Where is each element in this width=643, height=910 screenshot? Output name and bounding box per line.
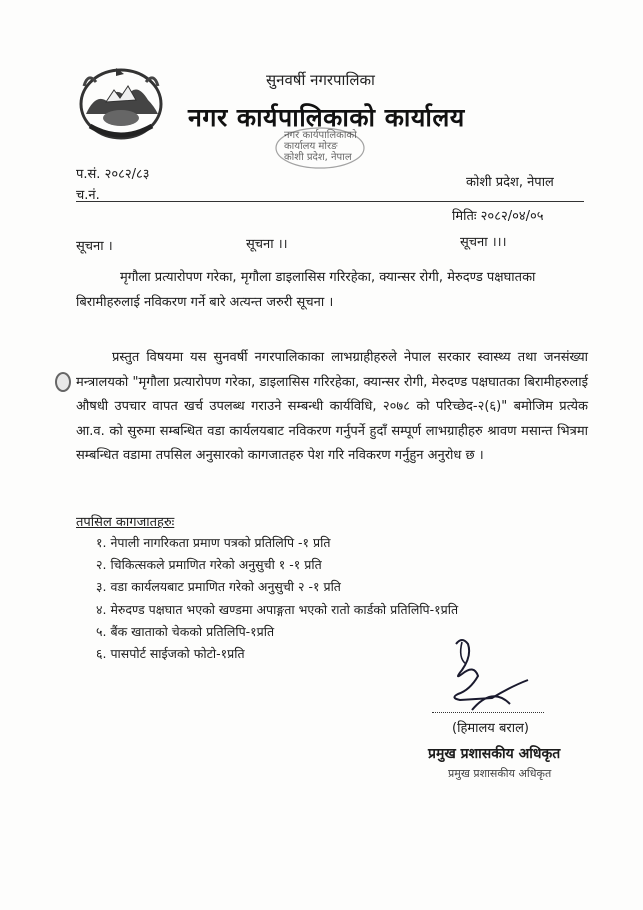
signatory-stamp: प्रमुख प्रशासकीय अधिकृत <box>448 767 552 780</box>
stamp-line: कोशी प्रदेश, नेपाल <box>284 152 352 163</box>
notice-label: सूचना । <box>76 239 113 254</box>
documents-list <box>96 532 458 665</box>
signatory-name: (हिमालय बराल) <box>452 721 529 736</box>
documents-heading: तपसिल कागजातहरुः <box>76 515 175 530</box>
signature-icon <box>432 634 542 716</box>
notice-label: सूचना ।।। <box>460 235 507 250</box>
document-item: ५. बैंक खाताको चेकको प्रतिलिपि-१प्रति <box>96 623 275 639</box>
stamp-line: नगर कार्यपालिकाको <box>284 130 357 141</box>
signatory-title: प्रमुख प्रशासकीय अधिकृत <box>428 746 561 762</box>
body-paragraph: प्रस्तुत विषयमा यस सुनवर्षी नगरपालिकाका लाभग्राहीहरुले नेपाल सरकार स्वास्थ्य तथा जनसंख्या मन्त्रालयको "मृगौला प्रत्यारोपण गरेका, डाइलासिस गरिरहेका, क्यान्सर रोगी, मेरुदण्ड पक्षघातका बिरामीहरुलाई औषधी उपचार वापत खर्च उपलब्ध गराउने सम्बन्धी कार्यविधि, २०७८ को परिच्छेद-२(६)" बमोजिम प्रत्येक आ.व. को सुरुमा सम्बन्धित वडा कार्यलयबाट नविकरण गर्नुपर्ने हुदाँ सम्पूर्ण लाभग्राहीहरु श्रावण मसान्त भित्रमा सम्बन्धित वडामा तपसिल अनुसारको कागजातहरु पेश गरि नविकरण गर्नुहुन अनुरोध छ । <box>76 350 588 464</box>
province: कोशी प्रदेश, नेपाल <box>466 175 554 190</box>
notice-label: सूचना ।। <box>246 237 288 252</box>
document-item: ४. मेरुदण्ड पक्षघात भएको खण्डमा अपाङ्गता भएको रातो कार्डको प्रतिलिपि-१प्रति <box>96 601 459 617</box>
municipality-name: सुनवर्षी नगरपालिका <box>266 71 375 89</box>
document-item: २. चिकित्सकले प्रमाणित गरेको अनुसुची १ -१ प्रति <box>96 557 322 573</box>
letter-number: प.सं. २०८२/८३ <box>76 167 150 182</box>
signature-line <box>432 712 544 713</box>
subject-line: मृगौला प्रत्यारोपण गरेका, मृगौला डाइलासिस गरिरहेका, क्यान्सर रोगी, मेरुदण्ड पक्षघातका बिरामीहरुलाई नविकरण गर्ने बारे अत्यन्त जरुरी सूचना । <box>76 270 536 310</box>
letter-date: मितिः २०८२/०४/०५ <box>452 209 544 224</box>
document-item: ६. पासपोर्ट साईजको फोटो-१प्रति <box>96 646 245 662</box>
stamp-text <box>284 130 357 163</box>
stamp-line: कार्यालय मोरङ <box>284 141 338 152</box>
office-title: नगर कार्यपालिकाको कार्यालय <box>188 103 465 132</box>
nepal-emblem-icon <box>76 62 166 142</box>
punch-hole-icon <box>55 372 71 392</box>
header-divider <box>76 201 584 202</box>
document-item: १. नेपाली नागरिकता प्रमाण पत्रको प्रतिलिपि -१ प्रति <box>96 535 331 550</box>
document-item: ३. वडा कार्यलयबाट प्रमाणित गरेको अनुसुची २ -१ प्रति <box>96 579 341 595</box>
dispatch-number: च.नं. <box>76 188 100 203</box>
